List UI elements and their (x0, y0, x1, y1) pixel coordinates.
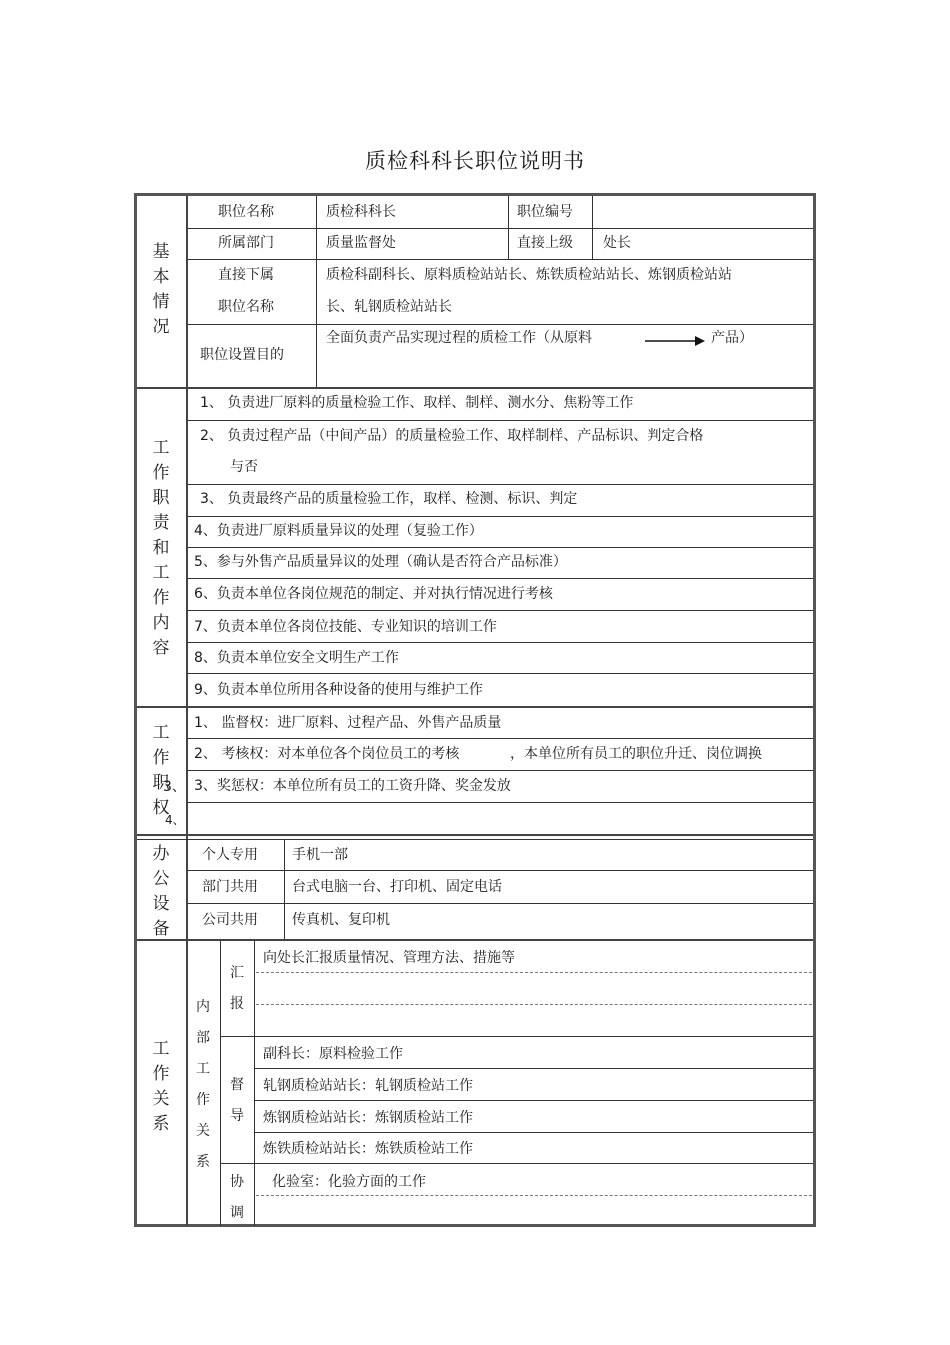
equipment-label-department: 部门共用 (202, 879, 258, 895)
coordinate-item-1: 化验室：化验方面的工作 (272, 1174, 426, 1190)
section-authority-label-4: 权 (152, 798, 170, 818)
duty-item-5: 5、参与外售产品质量异议的处理（确认是否符合产品标准） (194, 554, 567, 570)
equipment-value-personal: 手机一部 (292, 847, 348, 863)
coordinate-label: 协调 (230, 1174, 244, 1221)
value-subordinates-line1: 质检科副科长、原料质检站站长、炼铁质检站站长、炼钢质检站站 (326, 267, 732, 283)
duty-item-9: 9、负责本单位所用各种设备的使用与维护工作 (194, 682, 483, 698)
value-position-name: 质检科科长 (326, 204, 396, 220)
stray-number-4: 4、 (165, 813, 185, 827)
authority-item-2-cont: ，本单位所有员工的职位升迁、岗位调换 (510, 746, 762, 762)
duty-item-3: 3、 负责最终产品的质量检验工作，取样、检测、标识、判定 (200, 491, 578, 507)
label-subordinates-line1: 直接下属 (218, 267, 274, 283)
label-superior: 直接上级 (517, 235, 573, 251)
label-subordinates-line2: 职位名称 (218, 299, 274, 315)
stray-number-3: 3、 (163, 779, 186, 795)
value-superior: 处长 (603, 235, 631, 251)
supervise-item-3: 炼钢质检站站长：炼钢质检站工作 (263, 1110, 473, 1126)
supervise-item-4: 炼铁质检站站长：炼铁质检站工作 (263, 1141, 473, 1157)
equipment-label-company: 公司共用 (202, 912, 258, 928)
value-purpose-end: 产品） (711, 330, 753, 346)
authority-item-1: 1、 监督权：进厂原料、过程产品、外售产品质量 (194, 715, 502, 731)
label-position-code: 职位编号 (517, 204, 573, 220)
supervise-label: 督导 (230, 1077, 244, 1124)
equipment-label-personal: 个人专用 (202, 847, 258, 863)
section-authority-label-1: 工 (152, 723, 170, 743)
section-authority-label-2: 作 (152, 748, 170, 768)
section-equipment-label: 办公设备 (152, 844, 170, 939)
duty-item-2: 2、 负责过程产品（中间产品）的质量检验工作、取样制样、产品标识、判定合格 (200, 428, 704, 444)
label-position-name: 职位名称 (218, 204, 274, 220)
document-title: 质检科科长职位说明书 (365, 149, 585, 173)
duty-item-8: 8、负责本单位安全文明生产工作 (194, 650, 399, 666)
duty-item-2-cont: 与否 (230, 459, 258, 475)
section-relations-label: 工作关系 (152, 1039, 170, 1134)
authority-item-2: 2、 考核权：对本单位各个岗位员工的考核 (194, 746, 460, 762)
label-department: 所属部门 (218, 235, 274, 251)
duty-item-6: 6、负责本单位各岗位规范的制定、并对执行情况进行考核 (194, 586, 553, 602)
value-subordinates-line2: 长、轧钢质检站站长 (326, 299, 452, 315)
report-label: 汇报 (230, 965, 244, 1012)
value-department: 质量监督处 (326, 235, 396, 251)
section-authority-label-3: 职 (152, 773, 170, 793)
duty-item-4: 4、负责进厂原料质量异议的处理（复验工作） (194, 523, 483, 539)
section-basic-label: 基本情况 (152, 242, 170, 337)
label-purpose: 职位设置目的 (200, 347, 284, 363)
supervise-item-1: 副科长：原料检验工作 (263, 1046, 403, 1062)
arrow-right-icon (645, 334, 705, 348)
authority-item-3: 3、奖惩权：本单位所有员工的工资升降、奖金发放 (194, 778, 511, 794)
duty-item-7: 7、负责本单位各岗位技能、专业知识的培训工作 (194, 619, 497, 635)
duty-item-1: 1、 负责进厂原料的质量检验工作、取样、制样、测水分、焦粉等工作 (200, 395, 634, 411)
report-item-1: 向处长汇报质量情况、管理方法、措施等 (263, 950, 515, 966)
section-duties-label: 工作职责和工作内容 (152, 438, 170, 658)
supervise-item-2: 轧钢质检站站长：轧钢质检站工作 (263, 1078, 473, 1094)
internal-relations-label: 内部工作关系 (196, 999, 210, 1170)
equipment-value-company: 传真机、复印机 (292, 912, 390, 928)
equipment-value-department: 台式电脑一台、打印机、固定电话 (292, 879, 502, 895)
value-purpose-start: 全面负责产品实现过程的质检工作（从原料 (326, 330, 592, 346)
